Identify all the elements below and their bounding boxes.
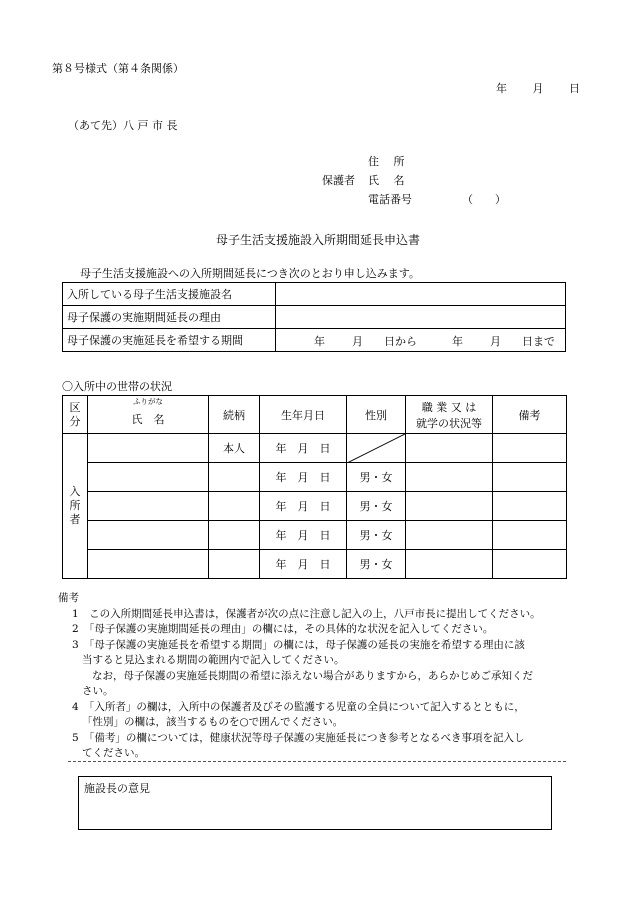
dotted-separator bbox=[68, 761, 566, 762]
diagonal-slash bbox=[347, 434, 405, 463]
gender-cell-slashed bbox=[347, 434, 406, 463]
note-item: 5 「備考」の欄については，健康状況等母子保護の実施延長につき参考となるべき事項を記入し bbox=[72, 731, 525, 744]
furigana-header: ふりがな bbox=[133, 397, 163, 406]
relation-cell[interactable] bbox=[209, 521, 260, 550]
gender-cell[interactable]: 男・女 bbox=[347, 550, 406, 579]
from-month: 月 bbox=[352, 335, 363, 348]
name-cell[interactable] bbox=[88, 434, 209, 463]
remarks-cell[interactable] bbox=[493, 521, 567, 550]
category-header-text: 区分 bbox=[69, 400, 81, 428]
director-opinion-box[interactable] bbox=[78, 776, 552, 830]
extension-period-field[interactable] bbox=[276, 329, 566, 352]
date-month: 月 bbox=[532, 82, 544, 95]
note-item: てください。 bbox=[82, 747, 145, 759]
phone-paren: （ ） bbox=[462, 193, 506, 206]
note-item: 3 「母子保護の実施延長を希望する期間」の欄には，母子保護の延長の実施を希望する理由に該 bbox=[72, 638, 525, 651]
info-table bbox=[62, 282, 566, 352]
gender-cell[interactable]: 男・女 bbox=[347, 521, 406, 550]
occupation-cell[interactable] bbox=[406, 492, 493, 521]
addressee: （あて先）八 戸 市 長 bbox=[68, 119, 178, 132]
relation-cell[interactable] bbox=[209, 550, 260, 579]
form-number: 第８号様式（第４条関係） bbox=[52, 62, 184, 75]
category-label: 入所者 bbox=[69, 485, 81, 526]
name-cell[interactable] bbox=[88, 521, 209, 550]
gender-header: 性別 bbox=[347, 396, 406, 434]
name-header-text: 氏 名 bbox=[131, 413, 165, 426]
category-header bbox=[63, 396, 88, 434]
address-label: 住 所 bbox=[368, 155, 405, 168]
birthdate-header: 生年月日 bbox=[260, 396, 347, 434]
intro-text: 母子生活支援施設への入所期間延長につき次のとおり申し込みます。 bbox=[80, 267, 420, 280]
birthdate-cell[interactable]: 年 月 日 bbox=[260, 492, 347, 521]
category-cell bbox=[63, 434, 88, 579]
to-day: 日まで bbox=[522, 335, 555, 348]
note-item: さい。 bbox=[82, 685, 114, 697]
occupation-header-line2: 就学の状況等 bbox=[416, 416, 482, 430]
date-line bbox=[496, 80, 580, 96]
name-label: 氏 名 bbox=[368, 174, 405, 187]
guardian-label: 保護者 bbox=[322, 174, 355, 187]
from-year: 年 bbox=[314, 335, 325, 348]
table-row bbox=[63, 283, 566, 306]
table-header-row bbox=[63, 396, 567, 434]
note-item: 「性別」の欄は，該当するものを○で囲んでください。 bbox=[82, 716, 344, 728]
relation-cell[interactable]: 本人 bbox=[209, 434, 260, 463]
relation-cell[interactable] bbox=[209, 463, 260, 492]
note-item: なお，母子保護の実施延長期間の希望に添えない場合がありますから，あらかじめご承知くだ bbox=[92, 669, 533, 682]
birthdate-cell[interactable]: 年 月 日 bbox=[260, 521, 347, 550]
page-title: 母子生活支援施設入所期間延長申込書 bbox=[216, 233, 421, 247]
birthdate-cell[interactable]: 年 月 日 bbox=[260, 434, 347, 463]
note-item: 2 「母子保護の実施期間延長の理由」の欄には，その具体的な状況を記入してください。 bbox=[72, 623, 494, 635]
table-row bbox=[63, 434, 567, 463]
birthdate-cell[interactable]: 年 月 日 bbox=[260, 550, 347, 579]
occupation-header-line1: 職 業 又 は bbox=[421, 400, 477, 414]
phone-label: 電話番号 bbox=[368, 193, 412, 206]
occupation-cell[interactable] bbox=[406, 521, 493, 550]
birthdate-cell[interactable]: 年 月 日 bbox=[260, 463, 347, 492]
occupation-cell[interactable] bbox=[406, 463, 493, 492]
name-cell[interactable] bbox=[88, 550, 209, 579]
remarks-cell[interactable] bbox=[493, 492, 567, 521]
note-item: 4 「入所者」の欄は，入所中の保護者及びその監護する児童の全員について記入するとともに， bbox=[72, 700, 525, 713]
note-item: 当すると見込まれる期間の範囲内で記入してください。 bbox=[82, 654, 345, 666]
extension-period-label: 母子保護の実施延長を希望する期間 bbox=[63, 329, 276, 352]
from-day: 日から bbox=[384, 335, 417, 348]
name-cell[interactable] bbox=[88, 492, 209, 521]
name-header bbox=[88, 396, 209, 434]
remarks-cell[interactable] bbox=[493, 550, 567, 579]
notes-heading: 備考 bbox=[58, 592, 79, 604]
director-opinion-label: 施設長の意見 bbox=[84, 782, 150, 795]
remarks-header: 備考 bbox=[493, 396, 567, 434]
occupation-cell[interactable] bbox=[406, 434, 493, 463]
remarks-cell[interactable] bbox=[493, 463, 567, 492]
date-year: 年 bbox=[496, 82, 507, 95]
table-row bbox=[63, 329, 566, 352]
date-day: 日 bbox=[569, 82, 580, 95]
table-row bbox=[63, 550, 567, 579]
household-heading: 〇入所中の世帯の状況 bbox=[62, 380, 172, 393]
remarks-cell[interactable] bbox=[493, 434, 567, 463]
gender-cell[interactable]: 男・女 bbox=[347, 492, 406, 521]
to-month: 月 bbox=[490, 335, 501, 348]
relation-header: 続柄 bbox=[209, 396, 260, 434]
household-table bbox=[62, 395, 567, 579]
note-item: 1 この入所期間延長申込書は，保護者が次の点に注意し記入の上，八戸市長に提出してください。 bbox=[72, 607, 541, 620]
gender-cell[interactable]: 男・女 bbox=[347, 463, 406, 492]
table-row bbox=[63, 521, 567, 550]
to-year: 年 bbox=[452, 335, 463, 348]
notes bbox=[60, 591, 570, 762]
extension-reason-field[interactable] bbox=[276, 306, 566, 329]
table-row bbox=[63, 463, 567, 492]
table-row bbox=[63, 492, 567, 521]
extension-reason-label: 母子保護の実施期間延長の理由 bbox=[63, 306, 276, 329]
relation-cell[interactable] bbox=[209, 492, 260, 521]
occupation-cell[interactable] bbox=[406, 550, 493, 579]
name-cell[interactable] bbox=[88, 463, 209, 492]
table-row bbox=[63, 306, 566, 329]
facility-name-label: 入所している母子生活支援施設名 bbox=[63, 283, 276, 306]
facility-name-field[interactable] bbox=[276, 283, 566, 306]
occupation-header bbox=[406, 396, 493, 434]
